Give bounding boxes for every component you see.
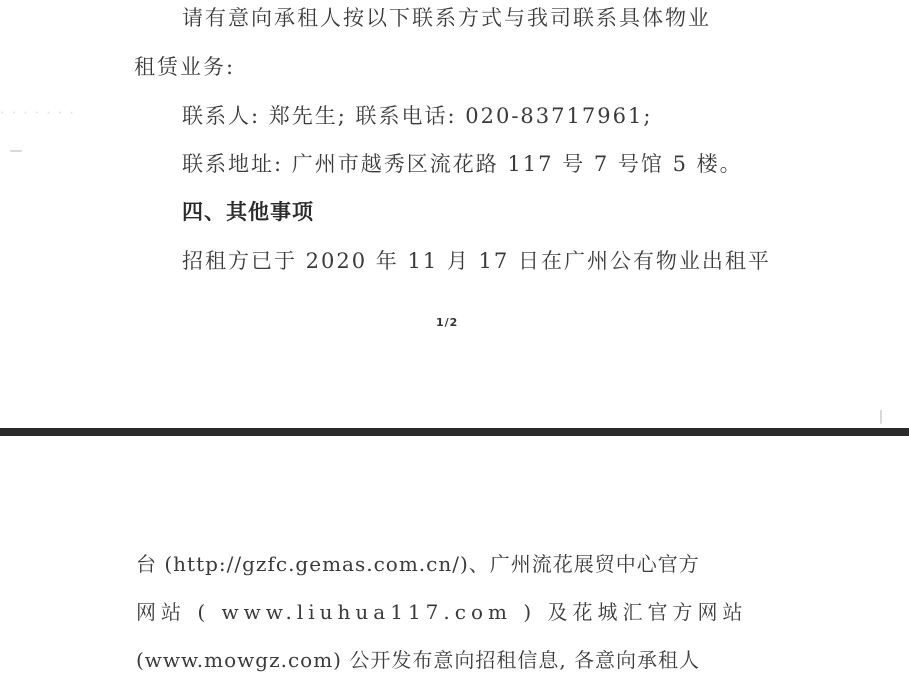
page-divider bbox=[0, 428, 909, 436]
contact-address-line: 联系地址: 广州市越秀区流花路 117 号 7 号馆 5 楼。 bbox=[182, 152, 743, 176]
paragraph-line: 网站 ( www.liuhua117.com ) 及花城汇官方网站 bbox=[136, 600, 748, 624]
bleed-through-marks: · · · · · · · bbox=[0, 104, 75, 122]
contact-person-line: 联系人: 郑先生; 联系电话: 020-83717961; bbox=[182, 104, 653, 128]
section-heading: 四、其他事项 bbox=[182, 199, 314, 224]
page-number: 1/2 bbox=[436, 316, 459, 329]
paragraph-line: 招租方已于 2020 年 11 月 17 日在广州公有物业出租平 bbox=[182, 249, 771, 273]
scan-speck bbox=[880, 410, 882, 424]
document-page-2 bbox=[0, 436, 909, 680]
scan-speck bbox=[10, 150, 22, 152]
paragraph-line: 请有意向承租人按以下联系方式与我司联系具体物业 bbox=[182, 6, 711, 30]
paragraph-line: (www.mowgz.com) 公开发布意向招租信息, 各意向承租人 bbox=[136, 648, 701, 672]
paragraph-line: 台 (http://gzfc.gemas.com.cn/)、广州流花展贸中心官方 bbox=[136, 552, 700, 576]
paragraph-line: 租赁业务: bbox=[134, 55, 236, 79]
